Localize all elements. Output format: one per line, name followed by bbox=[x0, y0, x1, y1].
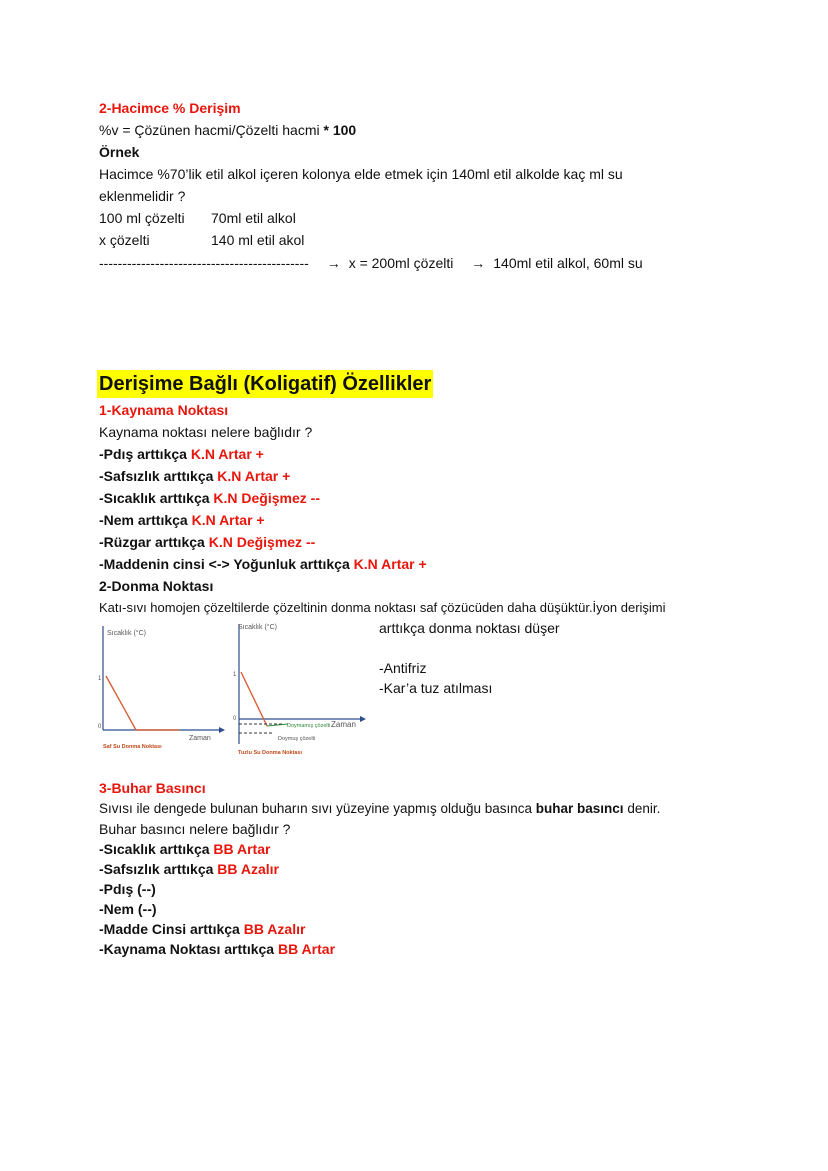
list-item bbox=[99, 879, 156, 899]
list-item bbox=[99, 919, 305, 939]
cooling-curve bbox=[241, 672, 267, 726]
x-axis-label: Zaman bbox=[331, 720, 356, 729]
vapor-question: Buhar basıncı nelere bağlıdır ? bbox=[99, 821, 291, 837]
list-item bbox=[99, 488, 320, 508]
list-item bbox=[99, 939, 335, 959]
list-item-label: -Safsızlık arttıkça bbox=[99, 861, 218, 877]
salt-water-freezing-graph bbox=[230, 616, 370, 760]
result-part-1: x = 200ml çözelti bbox=[348, 255, 454, 271]
list-item bbox=[99, 899, 157, 919]
freezing-text-2: arttıkça donma noktası düşer bbox=[379, 620, 560, 636]
list-item-effect: BB Artar bbox=[277, 941, 336, 957]
section-heading-volume-percent: 2-Hacimce % Derişim bbox=[99, 100, 241, 116]
ratio-row-1-right: 70ml etil alkol bbox=[211, 210, 296, 226]
list-item-label: -Safsızlık arttıkça bbox=[99, 468, 218, 484]
list-item bbox=[99, 532, 315, 552]
list-item-effect: K.N Artar + bbox=[217, 468, 291, 484]
tick-label-zero: 0 bbox=[98, 724, 102, 730]
tick-label-top: 1 bbox=[98, 676, 102, 682]
ratio-row-1 bbox=[99, 208, 296, 228]
x-axis-arrow bbox=[360, 716, 366, 722]
list-item bbox=[99, 859, 279, 879]
list-item-label: -Pdış (--) bbox=[99, 881, 156, 897]
section-heading-boiling-point: 1-Kaynama Noktası bbox=[99, 402, 229, 418]
question-line-2: eklenmelidir ? bbox=[99, 188, 186, 204]
graph-caption: Tuzlu Su Donma Noktası bbox=[238, 750, 303, 756]
boiling-question: Kaynama noktası nelere bağlıdır ? bbox=[99, 424, 313, 440]
list-item bbox=[99, 444, 264, 464]
list-item-effect: K.N Değişmez -- bbox=[213, 490, 320, 506]
unsaturated-label: Doymamış çözelti bbox=[287, 723, 331, 729]
list-item-label: -Maddenin cinsi <-> Yoğunluk arttıkça bbox=[99, 556, 354, 572]
freezing-bullet-salt: -Kar’a tuz atılması bbox=[379, 680, 493, 696]
list-item-label: -Sıcaklık arttıkça bbox=[99, 841, 214, 857]
list-item-label: -Pdış arttıkça bbox=[99, 446, 191, 462]
vapor-definition-c: denir. bbox=[623, 801, 661, 816]
list-item-effect: K.N Değişmez -- bbox=[208, 534, 316, 550]
list-item bbox=[99, 466, 290, 486]
y-axis-label: Sıcaklık (°C) bbox=[107, 630, 146, 637]
formula-multiplier: * 100 bbox=[323, 122, 357, 138]
list-item bbox=[99, 839, 270, 859]
list-item-label: -Sıcaklık arttıkça bbox=[99, 490, 214, 506]
tick-label-top: 1 bbox=[233, 672, 237, 678]
result-part-2: 140ml etil alkol, 60ml su bbox=[493, 255, 643, 271]
list-item-label: -Nem arttıkça bbox=[99, 512, 192, 528]
section-heading-vapor-pressure: 3-Buhar Basıncı bbox=[99, 780, 206, 796]
x-axis-label: Zaman bbox=[189, 735, 211, 742]
example-title: Örnek bbox=[99, 144, 140, 160]
freezing-text-1: Katı-sıvı homojen çözeltilerde çözeltinin donma noktası saf çözücüden daha düşüktür.İyon derişimi bbox=[99, 600, 666, 615]
colligative-properties-title: Derişime Bağlı (Koligatif) Özellikler bbox=[97, 370, 433, 398]
list-item-effect: BB Artar bbox=[213, 841, 271, 857]
y-axis-label: Sıcaklık (°C) bbox=[238, 624, 277, 631]
result-line bbox=[99, 253, 643, 273]
formula-text: %v = Çözünen hacmi/Çözelti hacmi bbox=[99, 122, 324, 138]
x-axis-arrow bbox=[219, 727, 225, 733]
list-item-effect: K.N Artar + bbox=[190, 446, 264, 462]
list-item-effect: K.N Artar + bbox=[353, 556, 427, 572]
list-item-effect: BB Azalır bbox=[217, 861, 279, 877]
cooling-curve bbox=[106, 676, 179, 730]
dash-separator: --------------------------------------------- bbox=[99, 255, 309, 271]
arrow-right-icon: → bbox=[471, 255, 486, 271]
formula-line bbox=[99, 120, 356, 140]
freezing-bullet-antifreeze: -Antifriz bbox=[379, 660, 427, 676]
list-item-effect: K.N Artar + bbox=[191, 512, 265, 528]
list-item-effect: BB Azalır bbox=[243, 921, 306, 937]
section-heading-freezing-point: 2-Donma Noktası bbox=[99, 578, 214, 594]
ratio-row-2 bbox=[99, 230, 304, 250]
ratio-row-1-left: 100 ml çözelti bbox=[99, 210, 185, 226]
list-item-label: -Rüzgar arttıkça bbox=[99, 534, 209, 550]
list-item-label: -Madde Cinsi arttıkça bbox=[99, 921, 244, 937]
vapor-definition bbox=[99, 799, 660, 819]
list-item bbox=[99, 554, 427, 574]
ratio-row-2-right: 140 ml etil akol bbox=[211, 232, 305, 248]
pure-water-freezing-graph bbox=[97, 620, 227, 758]
list-item-label: -Nem (--) bbox=[99, 901, 157, 917]
graph-caption: Saf Su Donma Noktası bbox=[103, 744, 162, 750]
list-item bbox=[99, 510, 265, 530]
vapor-definition-term: buhar basıncı bbox=[535, 801, 624, 816]
list-item-label: -Kaynama Noktası arttıkça bbox=[99, 941, 278, 957]
saturated-label: Doymuş çözelti bbox=[278, 736, 316, 742]
ratio-row-2-left: x çözelti bbox=[99, 232, 150, 248]
question-line-1: Hacimce %70’lik etil alkol içeren kolonya elde etmek için 140ml etil alkolde kaç ml su bbox=[99, 166, 623, 182]
arrow-right-icon: → bbox=[326, 255, 341, 271]
vapor-definition-a: Sıvısı ile dengede bulunan buharın sıvı yüzeyine yapmış olduğu basınca bbox=[99, 801, 536, 816]
tick-label-zero: 0 bbox=[233, 716, 237, 722]
